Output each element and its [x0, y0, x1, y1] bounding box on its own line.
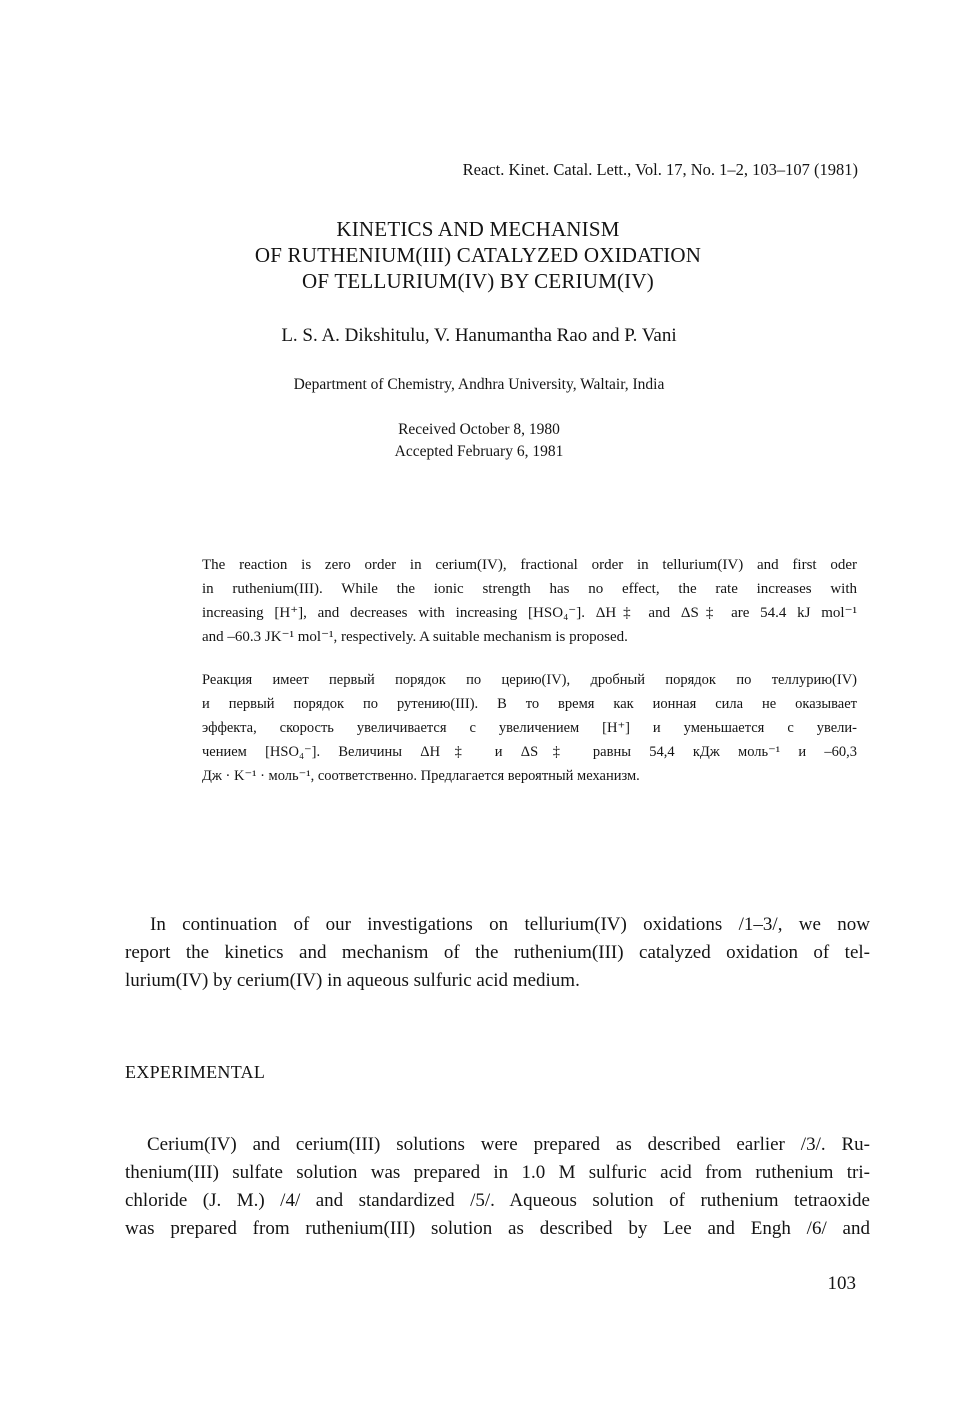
journal-citation: React. Kinet. Catal. Lett., Vol. 17, No. 1–2, 103–107 (1981) [462, 160, 858, 179]
paragraph-line: thenium(III) sulfate solution was prepared in 1.0 M sulfuric acid from ruthenium tri- [125, 1162, 870, 1183]
abstract-line: Дж · K⁻¹ · моль⁻¹, соответственно. Предлагается вероятный механизм. [202, 768, 640, 784]
title-line: OF RUTHENIUM(III) CATALYZED OXIDATION [254, 243, 702, 267]
received-date: Received October 8, 1980 [398, 421, 560, 438]
experimental-paragraph [125, 1131, 870, 1243]
paragraph-line: chloride (J. M.) /4/ and standardized /5/. Aqueous solution of ruthenium tetraoxide [125, 1190, 870, 1211]
abstract-line: increasing [H⁺], and decreases with increasing [HSO₄⁻]. ΔH‡ and ΔS‡ are 54.4 kJ mol⁻¹ [202, 605, 857, 621]
introduction-paragraph [125, 911, 870, 995]
paragraph-line: report the kinetics and mechanism of the ruthenium(III) catalyzed oxidation of tel- [125, 942, 870, 963]
authors: L. S. A. Dikshitulu, V. Hanumantha Rao and P. Vani [281, 325, 677, 346]
abstract-english [202, 553, 857, 649]
abstract-line: чением [HSO₄⁻]. Величины ΔH‡ и ΔS‡ равны 54,4 кДж моль⁻¹ и –60,3 [202, 744, 857, 760]
paragraph-line: Cerium(IV) and cerium(III) solutions were prepared as described earlier /3/. Ru- [147, 1134, 870, 1155]
page-number: 103 [827, 1273, 856, 1294]
section-heading: EXPERIMENTAL [125, 1062, 266, 1082]
abstract-line: эффекта, скорость увеличивается с увеличением [H⁺] и уменьшается с увели- [202, 720, 857, 736]
paragraph-line: lurium(IV) by cerium(IV) in aqueous sulfuric acid medium. [125, 970, 580, 991]
abstract-line: и первый порядок по рутению(III). В то время как ионная сила не оказывает [202, 696, 857, 712]
article-dates [0, 419, 958, 463]
accepted-date: Accepted February 6, 1981 [394, 443, 564, 460]
title-line: KINETICS AND MECHANISM [336, 217, 620, 241]
title-line: OF TELLURIUM(IV) BY CERIUM(IV) [302, 269, 654, 293]
abstract-line: The reaction is zero order in cerium(IV), fractional order in tellurium(IV) and first oder [202, 557, 857, 573]
abstract-line: in ruthenium(III). While the ionic strength has no effect, the rate increases with [202, 581, 857, 597]
paragraph-line: was prepared from ruthenium(III) solution as described by Lee and Engh /6/ and [125, 1218, 870, 1239]
affiliation: Department of Chemistry, Andhra University, Waltair, India [293, 376, 665, 393]
abstract-line: and –60.3 JK⁻¹ mol⁻¹, respectively. A suitable mechanism is proposed. [202, 629, 628, 645]
paragraph-line: In continuation of our investigations on tellurium(IV) oxidations /1–3/, we now [150, 914, 870, 935]
abstract-line: Реакция имеет первый порядок по церию(IV), дробный порядок по теллурию(IV) [202, 672, 857, 688]
abstract-russian [202, 668, 857, 788]
article-title [0, 216, 956, 294]
